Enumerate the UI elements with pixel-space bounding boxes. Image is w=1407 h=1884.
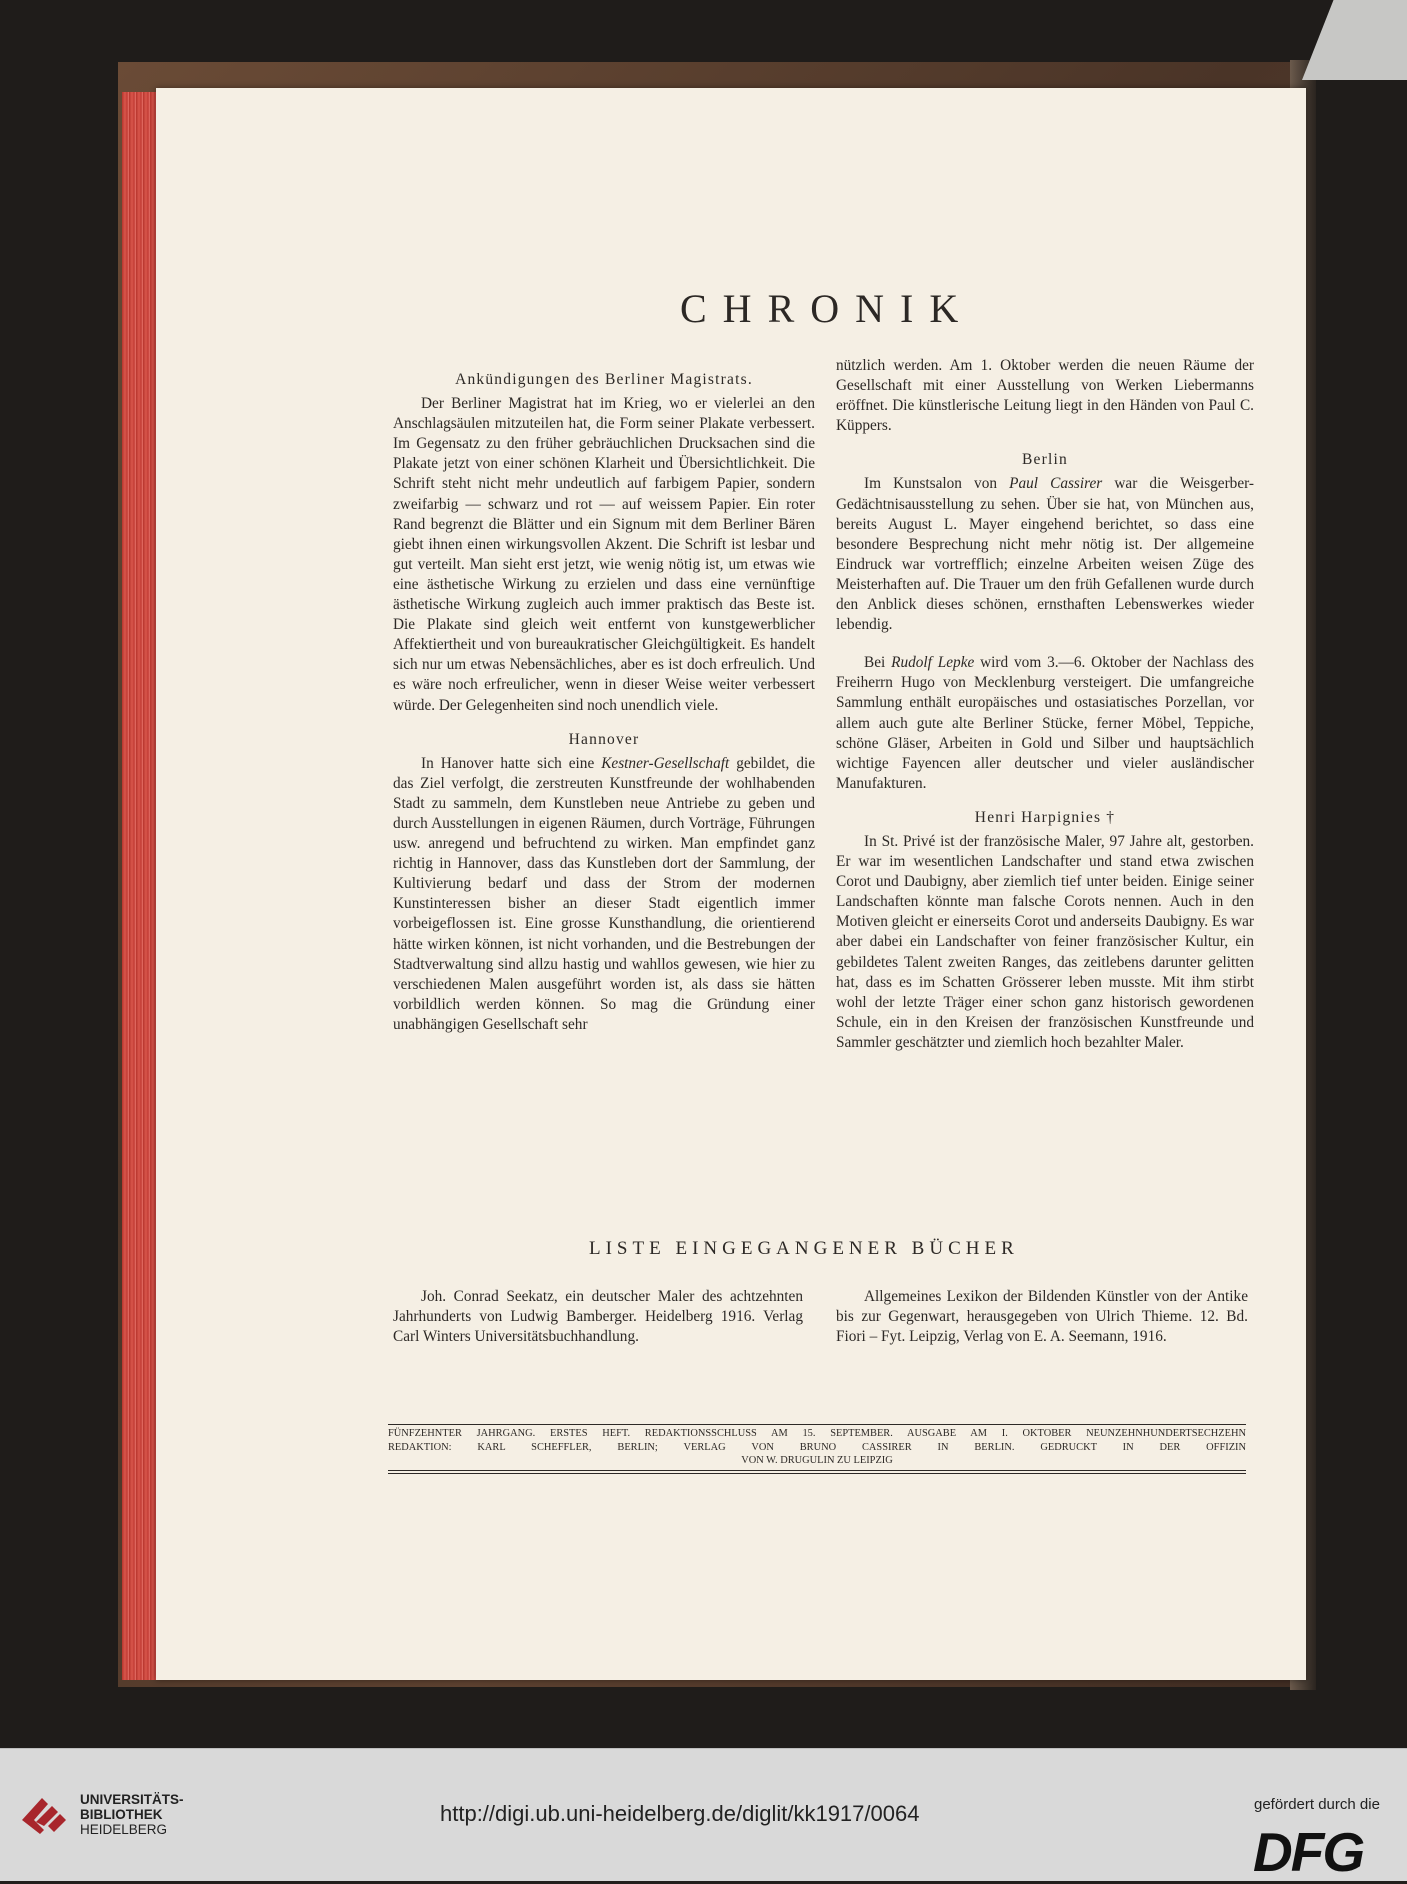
paragraph: Der Berliner Magistrat hat im Krieg, wo er vielerlei an den Anschlagsäulen mitzuteilen hat, die Form seiner Plakate verbessert. Im Gegensatz zu den früher gebräuchlichen Drucksachen sind die Plakate jetzt von einer schönen Klarheit und Übersichtlichkeit. Die Schrift steht nicht mehr undeutlich auf farbigem Papier, sondern zweifarbig — schwarz und rot — auf weissem Papier. Ein roter Rand begrenzt die Blätter und ein Signum mit dem Berliner Bären giebt ihnen einen wirkungsvollen Akzent. Die Schrift ist lesbar und gut verteilt. Man sieht erst jetzt, wie wenig nötig ist, um etwas wie eine ästhetische Wirkung zu erzielen und dass eine vernünftige ästhetische Wirkung zugleich auch immer praktisch das Beste ist. Die Plakate sind gleich weit entfernt von kunstgewerblicher Affektiertheit und von bureaukratischer Gleichgültigkeit. Es handelt sich nur um etwas Nebensächliches, aber es ist doch erfreulich. Und es wäre noch erfreulicher, wenn in dieser Weise weiter verbessert würde. Der Gelegenheiten sind noch unendlich viele. xyxy=(393,395,815,714)
imprint-rule-bottom xyxy=(388,1470,1246,1471)
ub-heidelberg-logo-icon[interactable] xyxy=(14,1790,72,1842)
paragraph: In St. Privé ist der französische Maler, 97 Jahre alt, gestorben. Er war im wesentlichen Landschafter und stand etwa zwischen Corot und Daubigny, aber ziemlich tief unter beiden. Einige seiner Landschaften könnte man falsche Corots nennen. Auch in den Motiven gleicht er einerseits Corot und anderseits Daubigny. Es war aber dabei ein Landschafter von feiner französischer Kultur, ein gebildetes Talent zweiten Ranges, das zeitlebens darunter gelitten hat, dass es im Schatten Grösserer leben musste. Mit ihm stirbt wohl der letzte Träger einer schon ganz historisch gewordenen Schule, ein in den Kreisen der französischen Kunstfreunde und Sammler geschätzter und ziemlich hoch bezahlter Maler. xyxy=(836,832,1254,1051)
permalink-url[interactable]: http://digi.ub.uni-heidelberg.de/diglit/kk1917/0064 xyxy=(440,1801,920,1826)
right-text-column xyxy=(836,356,1254,1053)
section-heading: Henri Harpignies † xyxy=(974,808,1116,826)
emphasized-name: Kestner-Gesellschaft xyxy=(601,754,730,772)
section-heading: Hannover xyxy=(568,730,640,748)
paragraph-gap xyxy=(836,635,1254,653)
imprint-line-1: FÜNFZEHNTER JAHRGANG. ERSTES HEFT. REDAKTIONSSCHLUSS AM 15. SEPTEMBER. AUSGABE AM I. OKTOBER NEUNZEHNHUNDERTSECHZEHN xyxy=(388,1428,1246,1439)
paragraph: In Hanover hatte sich eine Kestner-Gesellschaft gebildet, die das Ziel verfolgt, die zerstreuten Kunstfreunde der wohlhabenden Stadt zu sammeln, dem Kunstleben neue Antriebe zu geben und durch Ausstellungen in eigenen Räumen, durch Vorträge, Führungen usw. anregend und befruchtend zu wirken. Man empfindet ganz richtig in Hannover, dass das Kunstleben dort der Sammlung, der Kultivierung bedarf und dass der Strom der modernen Kunstinteressen bisher an dieser Stadt eigentlich immer vorbeigeflossen ist. Eine grosse Kunsthandlung, die orientierend hätte wirken können, ist nicht vorhanden, und die Bestrebungen der Stadtverwaltung sind allzu hastig und wahllos gewesen, wie hier zu verschiedenen Malen ausgeführt worden ist, als dass sie hätten vorbildlich werden können. So mag die Gründung einer unabhängigen Gesellschaft sehr xyxy=(393,754,816,1033)
book-entry-left: Joh. Conrad Seekatz, ein deutscher Maler des achtzehnten Jahrhunderts von Ludwig Bamberger. Heidelberg 1916. Verlag Carl Winters Universitätsbuchhandlung. xyxy=(393,1288,803,1346)
corner-clip xyxy=(1302,0,1407,80)
emphasized-name: Rudolf Lepke xyxy=(891,654,975,672)
page-title: CHRONIK xyxy=(680,286,975,331)
imprint-rule-top xyxy=(388,1424,1246,1425)
section-heading: Berlin xyxy=(1022,451,1068,469)
imprint-line-3: VON W. DRUGULIN ZU LEIPZIG xyxy=(741,1455,893,1466)
imprint-rule-bottom-2 xyxy=(388,1473,1246,1474)
paragraph: Im Kunstsalon von Paul Cassirer war die Weisgerber-Gedächtnisausstellung zu sehen. Über sie hat, von München aus, bereits August L. Mayer eingehend berichtet, so dass eine besondere Besprechung nicht mehr nötig ist. Der allgemeine Eindruck war vortrefflich; einzelne Arbeiten weisen Züge des Meisterhaften auf. Die Trauer um den früh Gefallenen wurde durch den Anblick dieses schönen, ernsthaften Lebenswerkes wieder lebendig. xyxy=(836,475,1255,634)
imprint-line-2: REDAKTION: KARL SCHEFFLER, BERLIN; VERLAG VON BRUNO CASSIRER IN BERLIN. GEDRUCKT IN DER OFFIZIN xyxy=(388,1441,1246,1453)
section-heading: Ankündigungen des Berliner Magistrats. xyxy=(455,371,753,388)
dfg-logo[interactable]: DFG xyxy=(1253,1821,1364,1883)
book-list-heading: LISTE EINGEGANGENER BÜCHER xyxy=(589,1238,1019,1259)
emphasized-name: Paul Cassirer xyxy=(1009,475,1103,493)
left-text-column xyxy=(393,356,815,1035)
paragraph: Bei Rudolf Lepke wird vom 3.—6. Oktober der Nachlass des Freiherrn Hugo von Mecklenburg versteigert. Die umfangreiche Sammlung enthält europäisches und ostasiatisches Porzellan, vor allem auch gute alte Berliner Stücke, ferner Möbel, Teppiche, schöne Gläser, Arbeiten in Gold und Silber und hauptsächlich wichtige Fayencen aller deutscher und vieler ausländischer Manufakturen. xyxy=(836,654,1255,792)
paragraph: nützlich werden. Am 1. Oktober werden die neuen Räume der Gesellschaft mit einer Ausstellung von Werken Liebermanns eröffnet. Die künstlerische Leitung liegt in den Händen von Paul C. Küppers. xyxy=(836,357,1254,435)
imprint xyxy=(388,1422,1246,1476)
ub-heidelberg-name[interactable]: UNIVERSITÄTS- BIBLIOTHEK HEIDELBERG xyxy=(80,1792,184,1837)
red-page-edge xyxy=(122,92,160,1680)
book-entry-right: Allgemeines Lexikon der Bildenden Künstler von der Antike bis zur Gegenwart, herausgegeben von Ulrich Thieme. 12. Bd. Fiori – Fyt. Leipzig, Verlag von E. A. Seemann, 1916. xyxy=(836,1288,1248,1346)
funding-note: gefördert durch die xyxy=(1254,1796,1380,1813)
